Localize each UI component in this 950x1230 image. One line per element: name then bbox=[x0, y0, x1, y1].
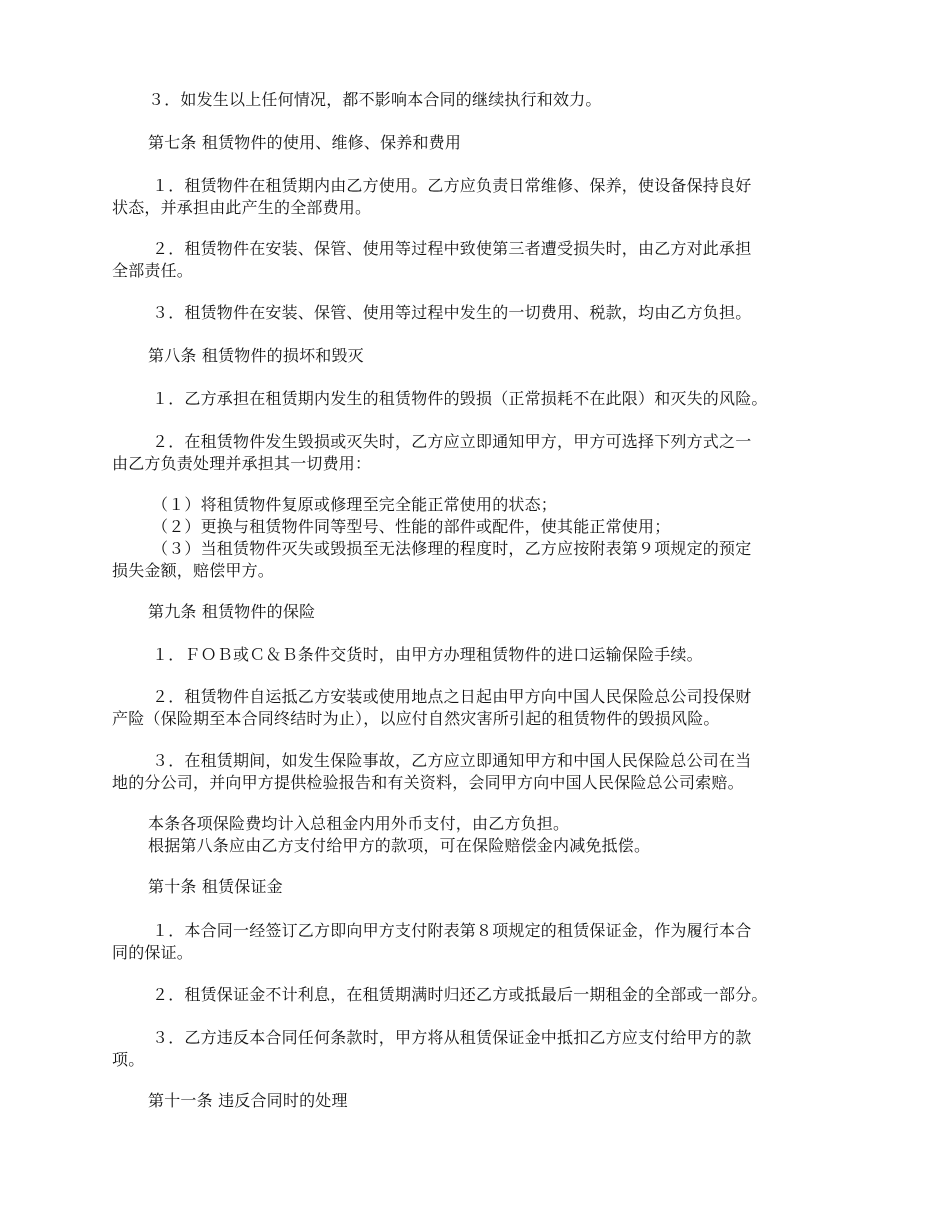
text-line: ３．租赁物件在安装、保管、使用等过程中发生的一切费用、税款，均由乙方负担。 bbox=[152, 303, 752, 322]
paragraph-10-1 bbox=[112, 920, 842, 964]
paragraph-9-notes bbox=[112, 813, 842, 857]
text-line: 同的保证。 bbox=[112, 943, 194, 962]
text-line: 根据第八条应由乙方支付给甲方的款项，可在保险赔偿金内减免抵偿。 bbox=[148, 836, 651, 855]
text-line: 全部责任。 bbox=[112, 261, 194, 280]
paragraph-9-3 bbox=[112, 750, 842, 794]
section-heading: 第八条 租赁物件的损坏和毁灭 bbox=[148, 346, 364, 365]
text-line: ２．租赁物件自运抵乙方安装或使用地点之日起由甲方向中国人民保险总公司投保财 bbox=[152, 687, 752, 706]
section-heading: 第十一条 违反合同时的处理 bbox=[148, 1091, 348, 1110]
article-9-heading bbox=[112, 601, 878, 623]
text-line: 产险（保险期至本合同终结时为止），以应付自然灾害所引起的租赁物件的毁损风险。 bbox=[112, 709, 720, 728]
text-line: 本条各项保险费均计入总租金内用外币支付，由乙方负担。 bbox=[148, 814, 570, 833]
text-line: 地的分公司，并向甲方提供检验报告和有关资料，会同甲方向中国人民保险总公司索赔。 bbox=[112, 773, 744, 792]
paragraph-7-3 bbox=[112, 89, 878, 111]
text-line: 损失金额，赔偿甲方。 bbox=[112, 561, 275, 580]
paragraph-8-2 bbox=[112, 431, 842, 475]
paragraph-8-1 bbox=[112, 388, 842, 410]
paragraph-7-1-block bbox=[112, 175, 842, 219]
section-heading: 第九条 租赁物件的保险 bbox=[148, 602, 316, 621]
article-8-heading bbox=[112, 345, 878, 367]
article-10-heading bbox=[112, 876, 878, 898]
text-line: ３．乙方违反本合同任何条款时，甲方将从租赁保证金中抵扣乙方应支付给甲方的款 bbox=[152, 1028, 752, 1047]
paragraph-7-3-block bbox=[112, 302, 842, 324]
text-line: ３．如发生以上任何情况，都不影响本合同的继续执行和效力。 bbox=[148, 90, 602, 109]
list-8-2-options bbox=[112, 494, 842, 582]
section-heading: 第七条 租赁物件的使用、维修、保养和费用 bbox=[148, 133, 462, 152]
text-line: ３．在租赁期间，如发生保险事故，乙方应立即通知甲方和中国人民保险总公司在当 bbox=[152, 751, 752, 770]
paragraph-9-1 bbox=[112, 644, 842, 666]
text-line: ２．租赁保证金不计利息，在租赁期满时归还乙方或抵最后一期租金的全部或一部分。 bbox=[152, 985, 768, 1004]
list-item: （３）当租赁物件灭失或毁损至无法修理的程度时，乙方应按附表第９项规定的预定 bbox=[152, 539, 752, 558]
text-line: 由乙方负责处理并承担其一切费用： bbox=[112, 454, 372, 473]
section-heading: 第十条 租赁保证金 bbox=[148, 877, 283, 896]
text-line: 状态，并承担由此产生的全部费用。 bbox=[112, 198, 372, 217]
list-item: （２）更换与租赁物件同等型号、性能的部件或配件，使其能正常使用； bbox=[152, 517, 671, 536]
text-line: １．乙方承担在租赁期内发生的租赁物件的毁损（正常损耗不在此限）和灭失的风险。 bbox=[152, 389, 768, 408]
text-line: １．本合同一经签订乙方即向甲方支付附表第８项规定的租赁保证金，作为履行本合 bbox=[152, 921, 752, 940]
paragraph-10-3 bbox=[112, 1027, 842, 1071]
article-11-heading bbox=[112, 1090, 878, 1112]
text-line: ２．在租赁物件发生毁损或灭失时，乙方应立即通知甲方，甲方可选择下列方式之一 bbox=[152, 432, 752, 451]
text-line: 项。 bbox=[112, 1050, 145, 1069]
list-item: （１）将租赁物件复原或修理至完全能正常使用的状态； bbox=[152, 495, 558, 514]
paragraph-9-2 bbox=[112, 686, 842, 730]
article-7-heading bbox=[112, 132, 878, 154]
paragraph-7-2-block bbox=[112, 238, 842, 282]
paragraph-10-2 bbox=[112, 984, 842, 1006]
text-line: １．ＦＯＢ或Ｃ＆Ｂ条件交货时，由甲方办理租赁物件的进口运输保险手续。 bbox=[152, 645, 703, 664]
text-line: ２．租赁物件在安装、保管、使用等过程中致使第三者遭受损失时，由乙方对此承担 bbox=[152, 239, 752, 258]
text-line: １．租赁物件在租赁期内由乙方使用。乙方应负责日常维修、保养，使设备保持良好 bbox=[152, 176, 752, 195]
